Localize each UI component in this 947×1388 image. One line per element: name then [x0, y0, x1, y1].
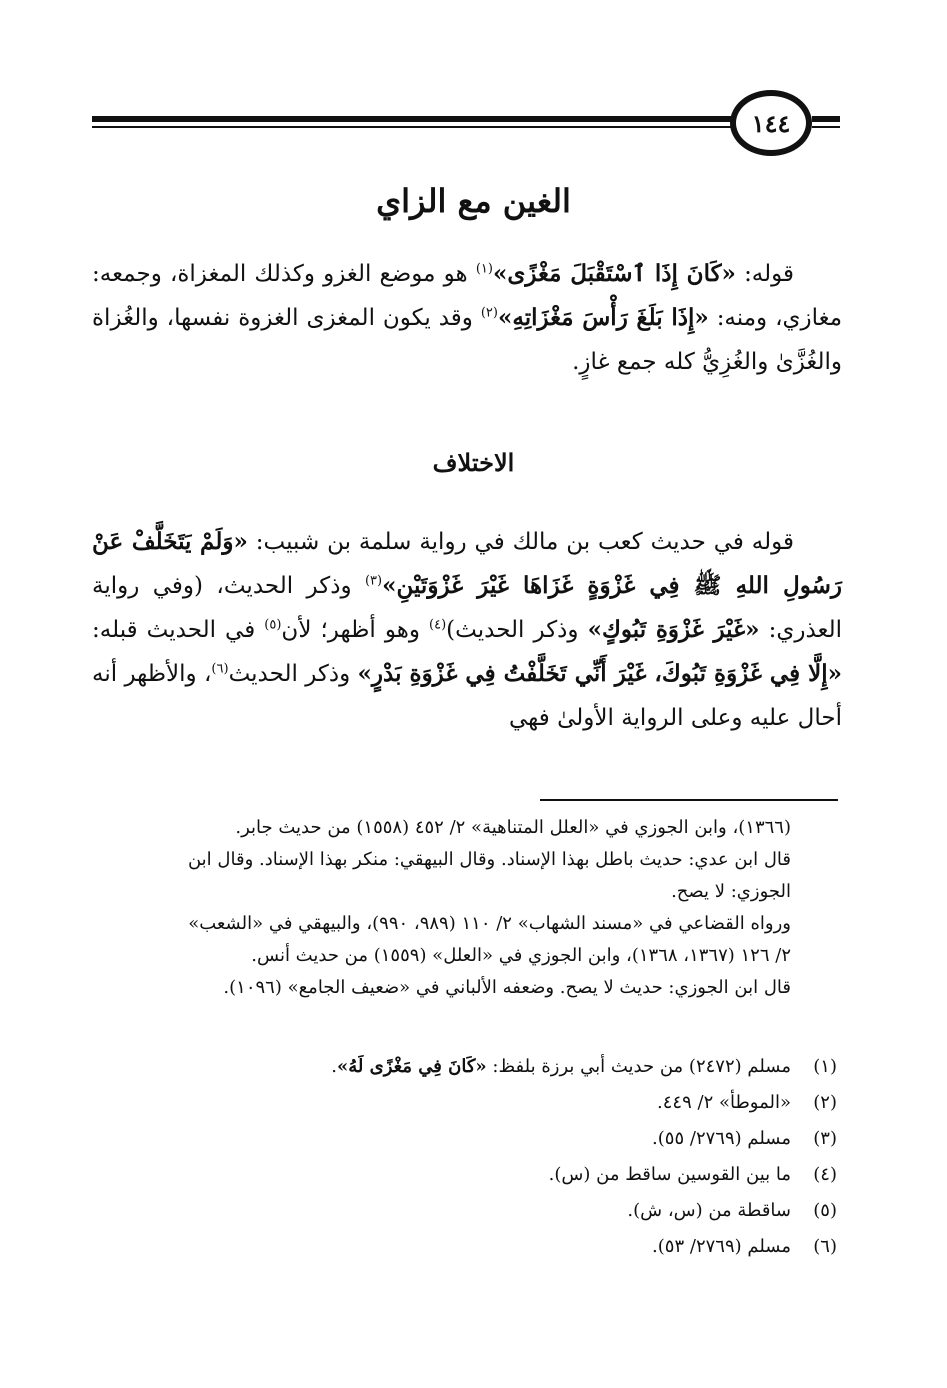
footnote-text: مسلم (٢٧٦٩/ ٥٥). — [652, 1127, 791, 1149]
p2-text-5: وذكر الحديث — [228, 661, 351, 687]
header-rule-stub-thin — [812, 126, 840, 128]
p2-quote-2: «غَيْرَ غَزْوَةِ تَبُوكٍ» — [587, 616, 760, 643]
footnote-text: ما بين القوسين ساقط من (س). — [548, 1163, 791, 1185]
ref-5: (٥) — [264, 617, 282, 633]
header-rule-stub — [812, 116, 840, 122]
p2-quote-3: «إِلَّا فِي غَزْوَةِ تَبُوكَ، غَيْرَ أَنِّي تَخَلَّفْتُ فِي غَزْوَةِ بَدْرٍ» — [357, 660, 842, 687]
footnote-continuation — [92, 812, 837, 1004]
footnote-quote: «كَانَ فِي مَغْزًى لَهُ» — [336, 1055, 487, 1077]
footnote-line: ٢/ ١٢٦ (١٣٦٧، ١٣٦٨)، وابن الجوزي في «العلل» (١٥٥٩) من حديث أنس. — [251, 945, 791, 966]
ref-3: (٣) — [364, 573, 383, 589]
p2-text-1: وذكر الحديث، (وفي رواية العذري: — [92, 573, 843, 643]
footnote-number: (٣) — [813, 1127, 837, 1149]
paragraph-1 — [92, 252, 842, 384]
p1-quote-2: «إِذَا بَلَغَ رَأْسَ مَغْزَاتِهِ» — [497, 304, 709, 331]
p2-text-4: في الحديث قبله: — [92, 617, 256, 643]
footnote-number: (٤) — [813, 1163, 837, 1185]
footnote-item — [92, 1048, 837, 1084]
footnote-line: قال ابن عدي: حديث باطل بهذا الإسناد. وقال البيهقي: منكر بهذا الإسناد. وقال ابن — [187, 849, 791, 870]
p2-text-2: وذكر الحديث) — [446, 617, 579, 643]
footnote-number: (٥) — [813, 1199, 837, 1221]
footnote-text: «الموطأ» ٢/ ٤٤٩. — [657, 1091, 791, 1113]
footnote-end: . — [331, 1055, 337, 1077]
footnote-number: (٢) — [813, 1091, 837, 1113]
subheading: الاختلاف — [432, 448, 515, 477]
footnote-number: (٦) — [813, 1235, 837, 1257]
p1-text-1: هو موضع الغزو وكذلك المغزاة، وجمعه: مغازي، ومنه: — [92, 261, 843, 331]
footnote-line: الجوزي: لا يصح. — [671, 881, 791, 902]
footnote-text: مسلم (٢٤٧٢) من حديث أبي برزة بلفظ: — [492, 1055, 791, 1077]
section-title: الغين مع الزاي — [376, 182, 571, 220]
footnote-separator — [540, 799, 838, 801]
header-rule-thin — [92, 126, 740, 128]
footnote-text: مسلم (٢٧٦٩/ ٥٣). — [652, 1235, 791, 1257]
p2-lead: قوله في حديث كعب بن مالك في رواية سلمة بن شبيب: — [255, 529, 795, 555]
p2-text-6: ، والأظهر أنه أحال عليه وعلى الرواية الأولىٰ فهي — [92, 661, 842, 731]
paragraph-2 — [92, 520, 842, 740]
footnote-text: ساقطة من (س، ش). — [627, 1199, 791, 1221]
footnote-number: (١) — [813, 1055, 837, 1077]
p1-quote-1: «كَانَ إِذَا ٱسْتَقْبَلَ مَغْزًى» — [492, 260, 736, 287]
p1-text-2: وقد يكون المغزى الغزوة نفسها، والغُزاة والغُزَّىٰ والغُزِيُّ كله جمع غازٍ. — [92, 305, 842, 375]
footnote-line: قال ابن الجوزي: حديث لا يصح. وضعفه الألباني في «ضعيف الجامع» (١٠٩٦). — [223, 977, 791, 998]
footnote-item — [92, 1228, 837, 1264]
header-rule — [92, 116, 740, 122]
footnote-line: (١٣٦٦)، وابن الجوزي في «العلل المتناهية» ٢/ ٤٥٢ (١٥٥٨) من حديث جابر. — [235, 817, 791, 838]
p1-lead: قوله: — [744, 261, 795, 287]
ref-6: (٦) — [211, 661, 229, 677]
footnote-item — [92, 1156, 837, 1192]
ref-2: (٢) — [480, 305, 498, 321]
footnote-item — [92, 1084, 837, 1120]
ref-1: (١) — [475, 261, 493, 277]
footnotes-list — [92, 1048, 837, 1264]
footnote-line: ورواه القضاعي في «مسند الشهاب» ٢/ ١١٠ (٩٨٩، ٩٩٠)، والبيهقي في «الشعب» — [188, 913, 791, 934]
p2-text-3: وهو أظهر؛ لأن — [281, 617, 420, 643]
footnote-item — [92, 1120, 837, 1156]
footnote-item — [92, 1192, 837, 1228]
page-number: ١٤٤ — [730, 90, 812, 156]
ref-4: (٤) — [429, 617, 447, 633]
p2-quote-1: «وَلَمْ يَتَخَلَّفْ عَنْ رَسُولِ اللهِ ﷺ فِي غَزْوَةٍ غَزَاهَا غَيْرَ غَزْوَتَيْنِ» — [92, 528, 842, 599]
